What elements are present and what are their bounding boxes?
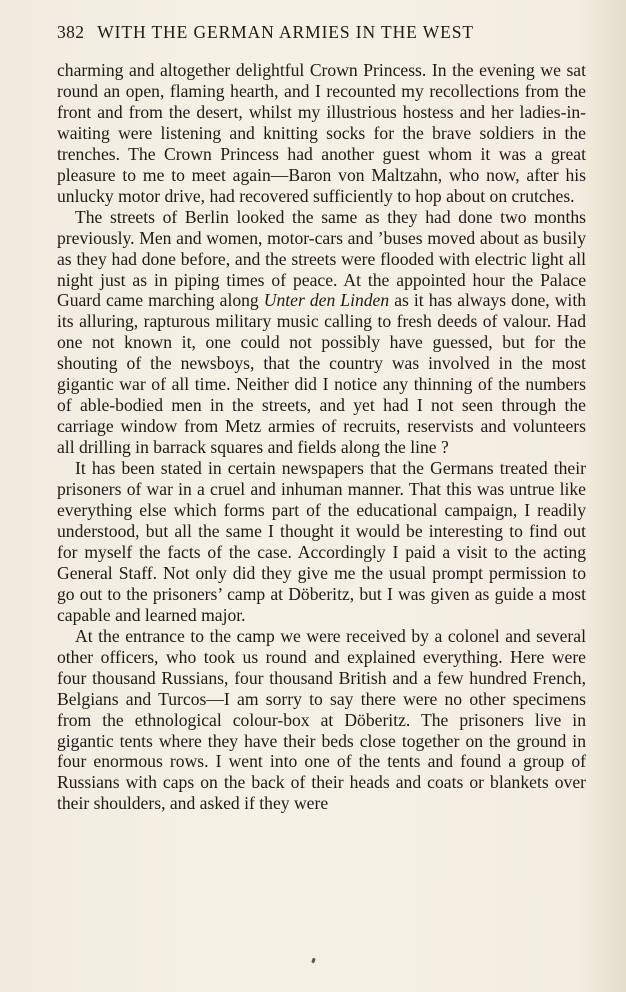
- paragraph-4: At the entrance to the camp we were received by a colonel and several other officers, who took us round and explained everything. Here were four thousand Russians, four thousand British and a few hundred French, Belgians and Turcos—I am sorry to say there were no other specimens from the ethnological colour-box at Döberitz. The prisoners live in gigantic tents where they have their beds close together on the ground in four enormous rows. I went into one of the tents and found a group of Russians with caps on the back of their heads and coats or blankets over their shoulders, and asked if they were: [57, 625, 586, 814]
- paragraph-2-rest: as it has always done, with its alluring, rapturous military music calling to fresh deeds of valour. Had one not known it, one could not possibly have guessed, but for the shouting of the newsboys, that the country was involved in the most gigantic war of all time. Neither did I notice any thinning of the numbers of able-bodied men in the streets, and yet had I not seen through the carriage window from Metz armies of recruits, reservists and volunteers all drilling in barrack squares and fields along the line ?: [57, 290, 587, 458]
- paragraph-1: charming and altogether delightful Crown Princess. In the evening we sat round an open, flaming hearth, and I recounted my recollections from the front and from the desert, whilst my illustrious hostess and her ladies-in-waiting were listening and knitting socks for the brave soldiers in the trenches. The Crown Princess had another guest whom it was a great pleasure to me to meet again—Baron von Maltzahn, who now, after his unlucky motor drive, had recovered sufficiently to hop about on crutches.: [57, 60, 586, 206]
- body-text: [57, 60, 586, 814]
- running-header: [57, 22, 557, 43]
- paragraph-2-lead: The streets of Berlin looked the same as they had done two months previously. Men and women, motor-cars and ’buses moved about as busily as they had done before, and the streets were flooded with electric light all night just as in piping times of peace. At the appointed hour the Palace Guard came marching along: [57, 206, 586, 311]
- page-number: 382: [57, 22, 85, 42]
- paragraph-2: [57, 207, 586, 458]
- street-name-italic: Unter den Linden: [263, 290, 390, 311]
- paragraph-3: It has been stated in certain newspapers that the Germans treated their prisoners of war in a cruel and inhuman manner. That this was untrue like everything else which forms part of the educational campaign, I readily understood, but all the same I thought it would be interesting to find out for myself the facts of the case. Accordingly I paid a visit to the acting General Staff. Not only did they give me the usual prompt permission to go out to the prisoners’ camp at Döberitz, but I was given as guide a most capable and learned major.: [57, 458, 586, 625]
- running-title: WITH THE GERMAN ARMIES IN THE WEST: [97, 22, 474, 42]
- ink-speck: [311, 958, 316, 964]
